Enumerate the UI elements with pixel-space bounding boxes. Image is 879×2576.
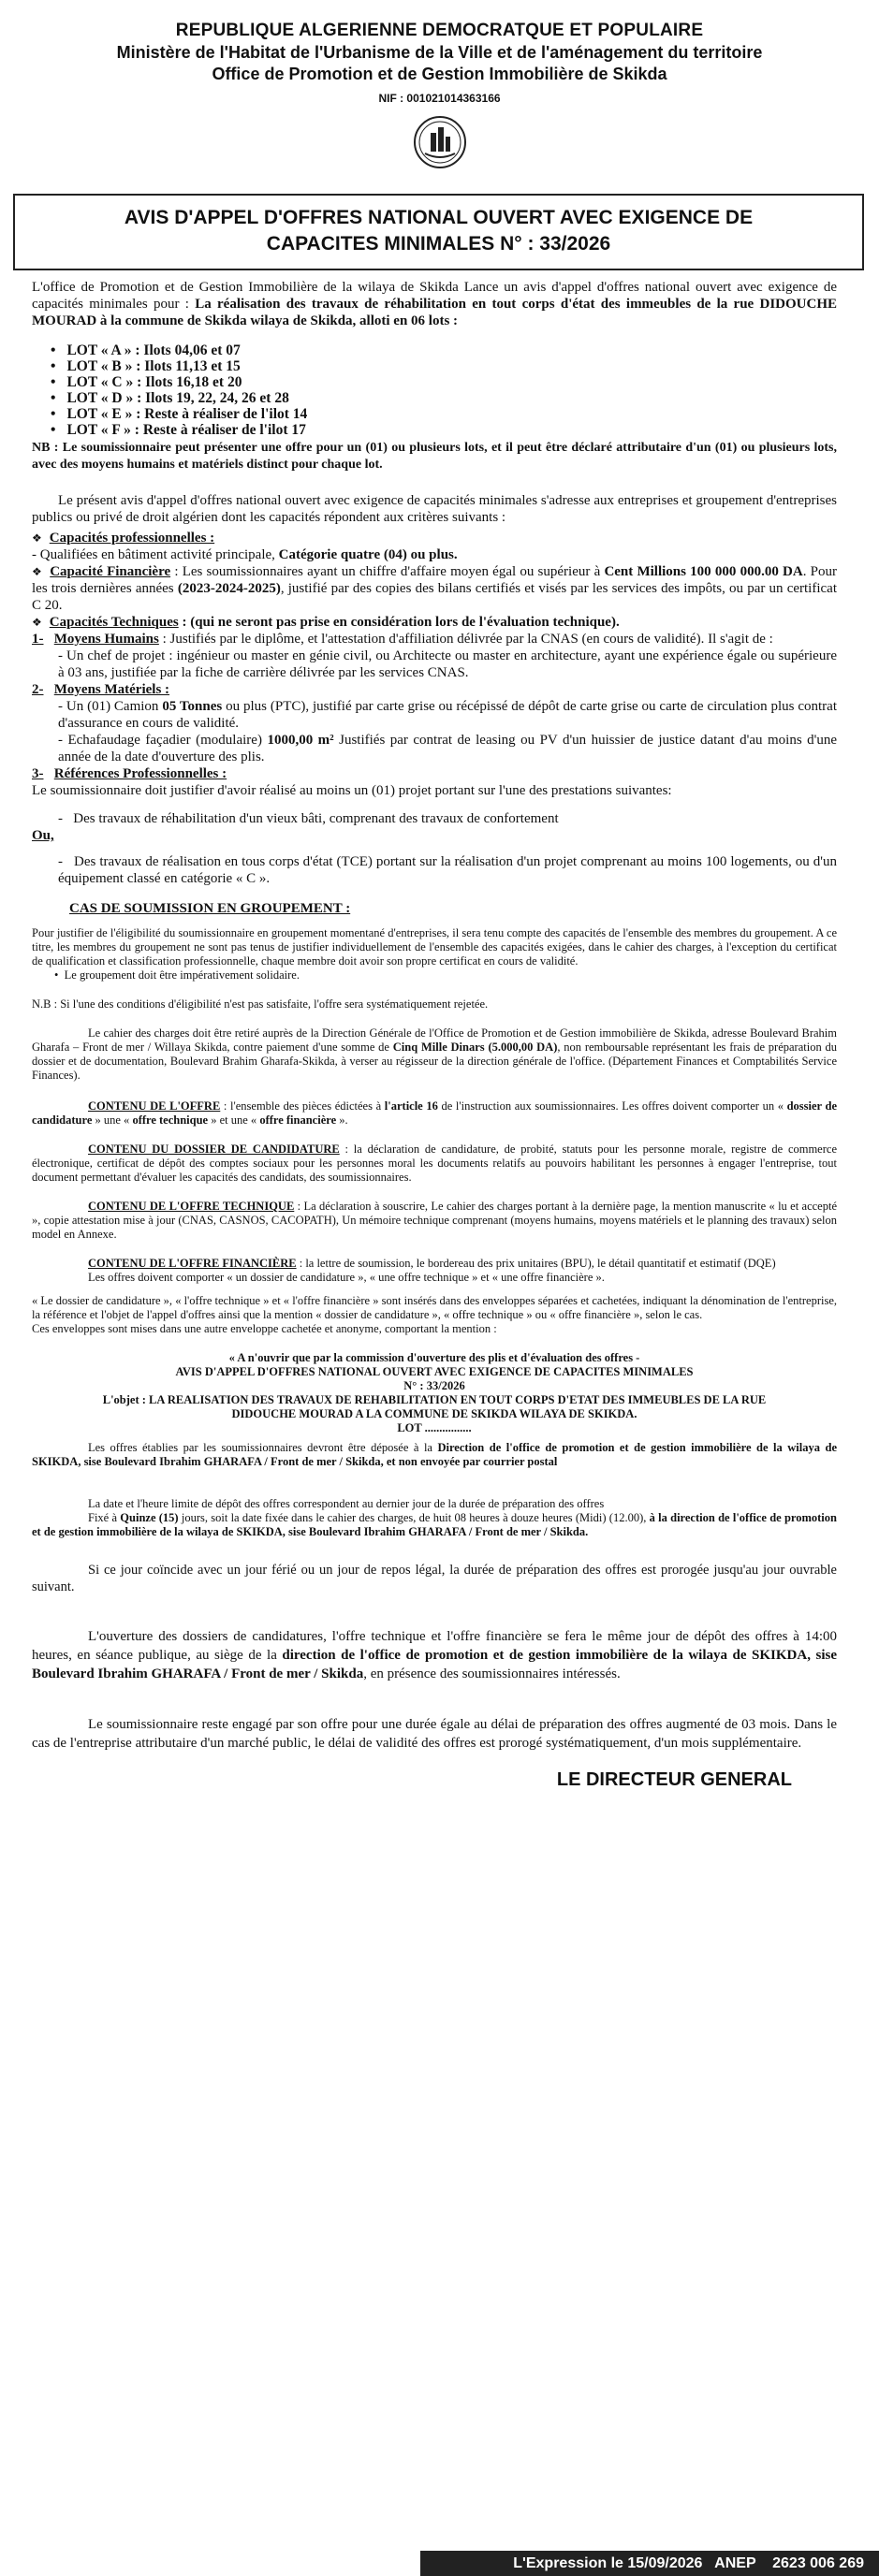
envelope-mention-block bbox=[32, 1351, 837, 1435]
cap-fin-title: Capacité Financière bbox=[50, 564, 171, 579]
groupement-solidaire-text: Le groupement doit être impérativement solidaire. bbox=[64, 968, 300, 982]
depot-address: Direction de l'office de promotion et de gestion immobilière de la wilaya de SKIKDA, sise Boulevard Ibrahim GHARAFA / Front de mer / Skikda, et non envoyée par courrier postal bbox=[32, 1441, 837, 1468]
cap-fin-text2: . Pour les trois dernières années bbox=[32, 564, 837, 596]
camion-tonnage: 05 Tonnes bbox=[162, 699, 223, 714]
echafaudage-text-b: Justifiés par contrat de leasing ou PV d'un huissier de justice datant d'au moins d'une année de la date d'ouverture des plis. bbox=[58, 733, 837, 764]
cap-pro-plain: - Qualifiées en bâtiment activité principale, bbox=[32, 547, 279, 562]
nif-number: NIF : 001021014363166 bbox=[378, 92, 501, 105]
echafaudage-item bbox=[32, 732, 837, 765]
reference-item-rehab-text: Des travaux de réhabilitation d'un vieux bâti, comprenant des travaux de confortement bbox=[73, 811, 559, 826]
office-line: Office de Promotion et de Gestion Immobilière de Skikda bbox=[212, 65, 667, 83]
intro-text: L'office de Promotion et de Gestion Immobilière de la wilaya de Skikda Lance un avis d'appel d'offres national ouvert avec exigence de capacités minimales pour : bbox=[32, 280, 837, 312]
contenu-technique-paragraph bbox=[32, 1200, 837, 1242]
intro-paragraph bbox=[32, 279, 837, 329]
moyens-humains-num: 1- bbox=[32, 632, 44, 647]
ouverture-address: direction de l'office de promotion et de gestion immobilière de la wilaya de SKIKDA, sise Boulevard Ibrahim GHARAFA / Front de mer / Skikda bbox=[32, 1648, 837, 1681]
validite-paragraph: Le soumissionnaire reste engagé par son offre pour une durée égale au délai de préparation des offres augmenté de 03 mois. Dans le cas de l'entreprise attributaire d'un marché public, le délai de validité des offres est prorogé systématiquement, d'un mois supplémentaire. bbox=[32, 1717, 837, 1751]
contenu-dossier-text: : la déclaration de candidature, de probité, statuts pour les personne morale, registre de commerce électronique, certificat de dépôt des comptes sociaux pour les personnes moral les documents relatifs au pouvoirs habilitant les personnes à engager l'entreprise, tout document permettant d'évaluer les capacités des candidats, des soumissionnaires. bbox=[32, 1142, 837, 1184]
notice-title-line2: CAPACITES MINIMALES N° : 33/2026 bbox=[266, 233, 611, 255]
contenu-offre-article: l'article 16 bbox=[384, 1099, 438, 1113]
contenu-technique-text: : La déclaration à souscrire, Le cahier des charges portant à la dernière page, la mention manuscrite « lu et accepté », copie attestation mise à jour (CNAS, CASNOS, CACOPATH), Un mémoire technique comprenant (moyens humains, moyens matériels et le planning des travaux) selon model en Annexe. bbox=[32, 1200, 837, 1241]
cap-fin-years: (2023-2024-2025) bbox=[177, 581, 281, 596]
ouverture-text-a: L'ouverture des dossiers de candidatures, l'offre technique et l'offre financière se fera le même jour de dépôt des offres à 14:00 heures, en séance publique, au siège de la bbox=[32, 1629, 837, 1663]
date-limite-b: jours, soit la date fixée dans le cahier des charges, de huit 08 heures à douze heures (Midi) (12.00), bbox=[178, 1511, 650, 1524]
office-logo-icon bbox=[412, 114, 468, 170]
mention-line3: N° : 33/2026 bbox=[403, 1379, 465, 1392]
date-limite-days: Quinze (15) bbox=[120, 1511, 179, 1524]
chef-projet-item: - Un chef de projet : ingénieur ou master en génie civil, ou Architecte ou master en architecture, ayant une expérience égale ou supérieure à 03 ans, justifiée par la fiche de carrière délivrée par les services CNAS. bbox=[58, 648, 837, 680]
intro-object: La réalisation des travaux de réhabilitation en tout corps d'état des immeubles de la rue DIDOUCHE MOURAD à la commune de Skikda wilaya de Skikda, alloti en 06 lots : bbox=[32, 297, 837, 328]
date-limite-text: La date et l'heure limite de dépôt des offres correspondent au dernier jour de la durée de préparation des offres bbox=[88, 1497, 605, 1510]
groupement-text: Pour justifier de l'éligibilité du soumissionnaire en groupement momentané d'entreprises, il sera tenu compte des capacités de l'ensemble des membres du groupement. A ce titre, les membres du groupement ne sont pas tenus de justifier individuellement de l'ensemble des capacités exigées, dans le cahier des charges, à l'exception du certificat de qualification et classification professionnelle, chaque membre doit avoir son propre certificat en cours de validité. bbox=[32, 926, 837, 968]
mention-line1: « A n'ouvrir que par la commission d'ouverture des plis et d'évaluation des offres - bbox=[228, 1351, 640, 1364]
contenu-offre-paragraph bbox=[32, 1099, 837, 1128]
cahier-text-a: Le cahier des charges doit être retiré auprès de la Direction Générale de l'Office de Promotion et de Gestion immobilière de Skikda, adresse Boulevard Brahim Gharafa – Front de mer / Willaya Skikda, contre paiement d'une somme de bbox=[32, 1026, 837, 1054]
mention-line4: L'objet : LA REALISATION DES TRAVAUX DE REHABILITATION EN TOUT CORPS D'ETAT DES IMMEUBLES DE LA RUE DIDOUCHE MOURAD A LA COMMUNE DE SKIKDA WILAYA DE SKIKDA. bbox=[102, 1393, 767, 1420]
mention-line2: AVIS D'APPEL D'OFFRES NATIONAL OUVERT AVEC EXIGENCE DE CAPACITES MINIMALES bbox=[175, 1365, 694, 1378]
references-text: Le soumissionnaire doit justifier d'avoir réalisé au moins un (01) projet portant sur l'une des prestations suivantes: bbox=[32, 783, 672, 798]
lot-item: • LOT « C » : Ilots 16,18 et 20 bbox=[51, 374, 837, 390]
cap-fin-amount: Cent Millions 100 000 000.00 DA bbox=[604, 564, 803, 579]
contenu-offre-d: » et une « bbox=[208, 1113, 260, 1127]
eligibility-paragraph: Le présent avis d'appel d'offres national ouvert avec exigence de capacités minimales s'adresse aux entreprises et groupement d'entreprises publics ou privé de droit algérien dont les capacités répondent aux critères suivants : bbox=[32, 493, 837, 525]
moyens-materiels-num: 2- bbox=[32, 682, 44, 697]
reference-item-tce: - Des travaux de réalisation en tous corps d'état (TCE) portant sur la réalisation d'un projet comprenant au moins 100 logements, ou d'un équipement classé en catégorie « C ». bbox=[58, 854, 837, 886]
groupement-solidaire: • Le groupement doit être impérativement solidaire. bbox=[54, 968, 300, 982]
publication-footer bbox=[0, 2551, 879, 2576]
notice-title-line1: AVIS D'APPEL D'OFFRES NATIONAL OUVERT AVEC EXIGENCE DE bbox=[124, 207, 754, 228]
lot-item: • LOT « E » : Reste à réaliser de l'ilot 14 bbox=[51, 406, 837, 422]
ouverture-paragraph bbox=[32, 1627, 837, 1683]
echafaudage-area: 1000,00 m² bbox=[267, 733, 334, 748]
cap-pro-text bbox=[32, 546, 837, 563]
moyens-humains-title: Moyens Humains bbox=[53, 632, 159, 647]
depot-paragraph bbox=[32, 1441, 837, 1469]
lot-item: • LOT « B » : Ilots 11,13 et 15 bbox=[51, 358, 837, 374]
lot-item: • LOT « F » : Reste à réaliser de l'ilot 17 bbox=[51, 422, 837, 438]
contenu-offre-c: » une « bbox=[92, 1113, 133, 1127]
groupement-heading: CAS DE SOUMISSION EN GROUPEMENT : bbox=[69, 901, 351, 916]
cahier-text-b: , non remboursable représentant les frais de préparation du dossier et de documentation, Boulevard Brahim Gharafa-Skikda, à verser au régisseur de la direction générale de l'office. (Département Finances et Comptabilités Service Finances). bbox=[32, 1041, 838, 1082]
cap-pro-title: Capacités professionnelles : bbox=[49, 531, 215, 546]
depot-text: Les offres établies par les soumissionnaires devront être déposée à la bbox=[88, 1441, 438, 1454]
ouverture-text-b: , en présence des soumissionnaires intéressés. bbox=[363, 1666, 621, 1681]
echafaudage-text-a: - Echafaudage façadier (modulaire) bbox=[58, 733, 268, 748]
contenu-financiere-paragraph bbox=[32, 1257, 837, 1271]
enveloppes-paragraph: « Le dossier de candidature », « l'offre technique » et « l'offre financière » sont insérés dans des enveloppes séparées et cachetées, indiquant la dénomination de l'entreprise, la référence et l'objet de l'appel d'offres ainsi que la mention « dossier de candidature », « offre technique » ou « offre financière », selon le cas. bbox=[32, 1294, 837, 1321]
date-limite-address: à la direction de l'office de promotion et de gestion immobilière de la wilaya de SKIKDA, sise Boulevard Ibrahim GHARAFA / Front de mer / Skikda. bbox=[32, 1511, 837, 1538]
contenu-financiere-title: CONTENU DE L'OFFRE FINANCIÈRE bbox=[88, 1257, 297, 1270]
references-title: Références Professionnelles : bbox=[53, 766, 227, 781]
cap-fin-text3: , justifié par des copies des bilans certifiés et visés par les services des impôts, ou par un certificat C 20. bbox=[32, 581, 837, 613]
contenu-dossier-paragraph bbox=[32, 1142, 837, 1185]
lots-note: NB : Le soumissionnaire peut présenter une offre pour un (01) ou plusieurs lots, et il peut être déclaré attributaire d'un (01) ou plusieurs lots, avec des moyens humains et matériels distinct pour chaque lot. bbox=[32, 441, 837, 472]
references-heading bbox=[32, 765, 837, 782]
moyens-materiels-heading bbox=[32, 681, 837, 698]
date-limite-paragraph bbox=[32, 1511, 837, 1539]
notice-body bbox=[32, 279, 837, 1788]
publication-reference: L'Expression le 15/09/2026 ANEP 2623 006 269 bbox=[420, 2551, 879, 2576]
nb-rejet: N.B : Si l'une des conditions d'éligibilité n'est pas satisfaite, l'offre sera systématiquement rejetée. bbox=[32, 997, 489, 1011]
cap-pro-category: Catégorie quatre (04) ou plus. bbox=[278, 547, 458, 562]
camion-item bbox=[32, 698, 837, 732]
lots-list bbox=[51, 342, 837, 438]
references-ou: Ou, bbox=[32, 828, 54, 843]
reference-item-tce-text: Des travaux de réalisation en tous corps d'état (TCE) portant sur la réalisation d'un projet comprenant au moins 100 logements, ou d'un équipement classé en catégorie « C ». bbox=[58, 854, 837, 886]
signature-director: LE DIRECTEUR GENERAL bbox=[556, 1769, 792, 1790]
enveloppes-mention: Ces enveloppes sont mises dans une autre enveloppe cachetée et anonyme, comportant la mention : bbox=[32, 1322, 497, 1335]
camion-text-b: ou plus (PTC), justifié par carte grise ou récépissé de dépôt de carte grise ou carte de circulation plus contrat d'assurance en cours de validité. bbox=[58, 699, 837, 731]
lot-item: • LOT « A » : Ilots 04,06 et 07 bbox=[51, 342, 837, 358]
ferie-paragraph: Si ce jour coïncide avec un jour férié ou un jour de repos légal, la durée de préparation des offres est prorogée jusqu'au jour ouvrable suivant. bbox=[32, 1563, 837, 1594]
date-limite-a: Fixé à bbox=[88, 1511, 121, 1524]
contenu-offre-title: CONTENU DE L'OFFRE bbox=[88, 1099, 221, 1113]
contenu-offre-dossier: dossier de candidature bbox=[32, 1099, 837, 1127]
moyens-humains-paragraph bbox=[32, 631, 837, 648]
notice-title-box bbox=[13, 194, 864, 270]
contenu-technique-title: CONTENU DE L'OFFRE TECHNIQUE bbox=[88, 1200, 295, 1213]
cap-tech-title: Capacités Techniques bbox=[49, 615, 179, 630]
moyens-materiels-title: Moyens Matériels : bbox=[53, 682, 170, 697]
republic-line: REPUBLIQUE ALGERIENNE DEMOCRATQUE ET POPULAIRE bbox=[175, 21, 704, 40]
cap-tech-heading bbox=[32, 614, 837, 631]
contenu-offre-b: de l'instruction aux soumissionnaires. Les offres doivent comporter un « bbox=[437, 1099, 787, 1113]
moyens-humains-text: : Justifiés par le diplôme, et l'attestation d'affiliation délivrée par la CNAS (en cours de validité). Il s'agit de : bbox=[158, 632, 773, 647]
contenu-offre-technique: offre technique bbox=[132, 1113, 209, 1127]
contenu-offre-financiere: offre financière bbox=[259, 1113, 337, 1127]
contenu-offre-a: : l'ensemble des pièces édictées à bbox=[220, 1099, 385, 1113]
contenu-financiere-text: : la lettre de soumission, le bordereau des prix unitaires (BPU), le détail quantitatif et estimatif (DQE) bbox=[296, 1257, 776, 1270]
contenu-financiere-text2: Les offres doivent comporter « un dossier de candidature », « une offre technique » et « une offre financière ». bbox=[88, 1271, 605, 1284]
ministry-line: Ministère de l'Habitat de l'Urbanisme de la Ville et de l'aménagement du territoire bbox=[116, 43, 763, 62]
reference-item-rehab: - Des travaux de réhabilitation d'un vieux bâti, comprenant des travaux de confortement bbox=[58, 811, 559, 826]
cahier-paragraph bbox=[32, 1026, 837, 1083]
contenu-dossier-title: CONTENU DU DOSSIER DE CANDIDATURE bbox=[88, 1142, 340, 1156]
cahier-price: Cinq Mille Dinars (5.000,00 DA) bbox=[392, 1041, 558, 1054]
cap-pro-heading bbox=[32, 530, 837, 546]
contenu-offre-e: ». bbox=[336, 1113, 348, 1127]
references-num: 3- bbox=[32, 766, 44, 781]
cap-fin-paragraph bbox=[32, 563, 837, 614]
mention-line5: LOT ................ bbox=[397, 1421, 472, 1434]
cap-tech-note: : (qui ne seront pas prise en considération lors de l'évaluation technique). bbox=[178, 615, 620, 630]
camion-text-a: - Un (01) Camion bbox=[58, 699, 163, 714]
cap-fin-text1: : Les soumissionnaires ayant un chiffre d'affaire moyen égal ou supérieur à bbox=[170, 564, 605, 579]
lot-item: • LOT « D » : Ilots 19, 22, 24, 26 et 28 bbox=[51, 390, 837, 406]
letterhead bbox=[0, 0, 879, 170]
